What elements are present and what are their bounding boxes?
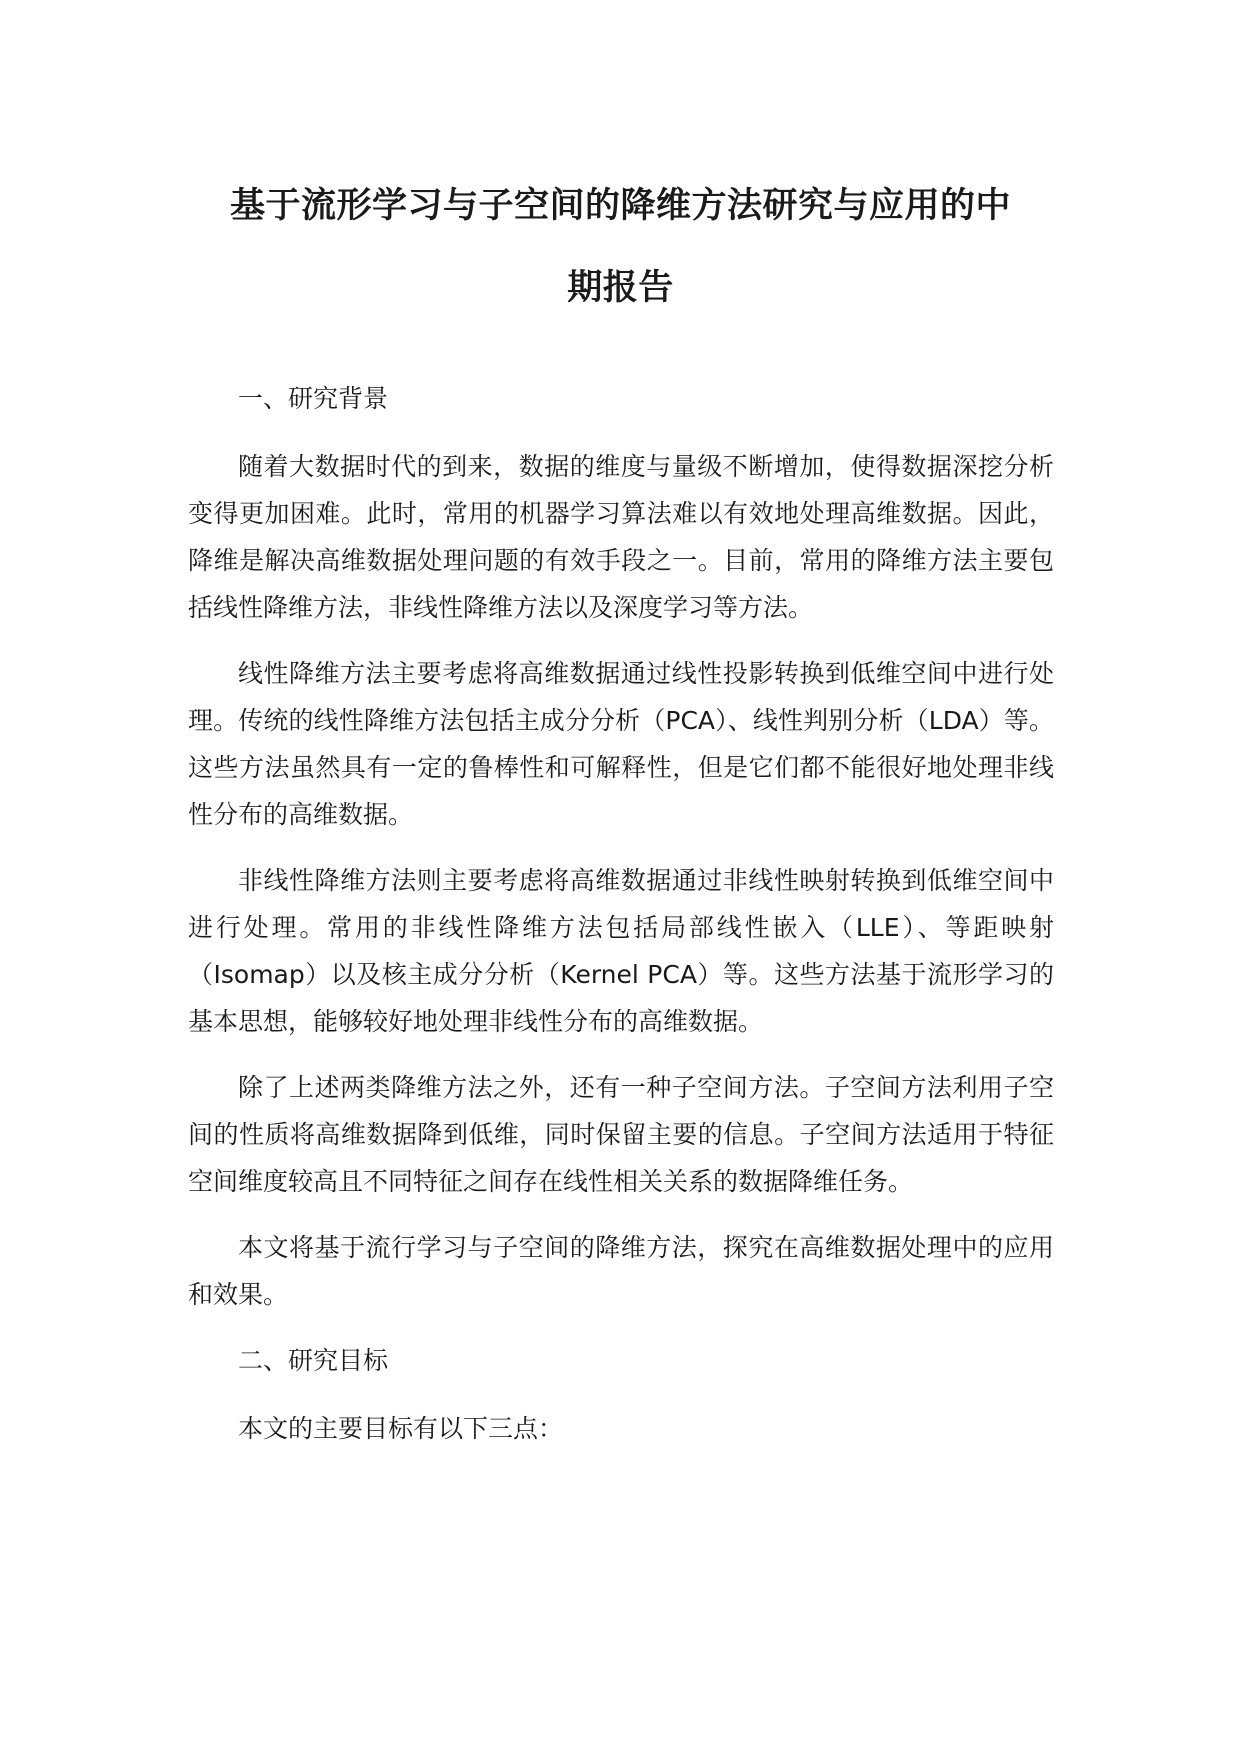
section-heading-goals: 二、研究目标 — [238, 1346, 389, 1375]
paragraph-goals-intro: 本文的主要目标有以下三点： — [238, 1414, 564, 1443]
section-heading-background: 一、研究背景 — [238, 384, 389, 413]
document-body — [188, 375, 1054, 1471]
paragraph-nonlinear-methods: 非线性降维方法则主要考虑将高维数据通过非线性映射转换到低维空间中进行处理。常用的非线性降维方法包括局部线性嵌入（LLE）、等距映射（Isomap）以及核主成分分析（Kernel PCA）等。这些方法基于流形学习的基本思想，能够较好地处理非线性分布的高维数据。 — [188, 866, 1054, 1036]
paragraph-linear-methods: 线性降维方法主要考虑将高维数据通过线性投影转换到低维空间中进行处理。传统的线性降维方法包括主成分分析（PCA）、线性判别分析（LDA）等。这些方法虽然具有一定的鲁棒性和可解释性，但是它们都不能很好地处理非线性分布的高维数据。 — [188, 659, 1054, 829]
paragraph-big-data: 随着大数据时代的到来，数据的维度与量级不断增加，使得数据深挖分析变得更加困难。此时，常用的机器学习算法难以有效地处理高维数据。因此，降维是解决高维数据处理问题的有效手段之一。目前，常用的降维方法主要包括线性降维方法，非线性降维方法以及深度学习等方法。 — [188, 452, 1054, 622]
paragraph-subspace-methods: 除了上述两类降维方法之外，还有一种子空间方法。子空间方法利用子空间的性质将高维数据降到低维，同时保留主要的信息。子空间方法适用于特征空间维度较高且不同特征之间存在线性相关关系的数据降维任务。 — [188, 1073, 1054, 1196]
paragraph-this-paper: 本文将基于流行学习与子空间的降维方法，探究在高维数据处理中的应用和效果。 — [188, 1233, 1054, 1309]
document-title-line-1: 基于流形学习与子空间的降维方法研究与应用的中 — [229, 186, 1011, 226]
document-title-line-2: 期报告 — [567, 268, 674, 308]
